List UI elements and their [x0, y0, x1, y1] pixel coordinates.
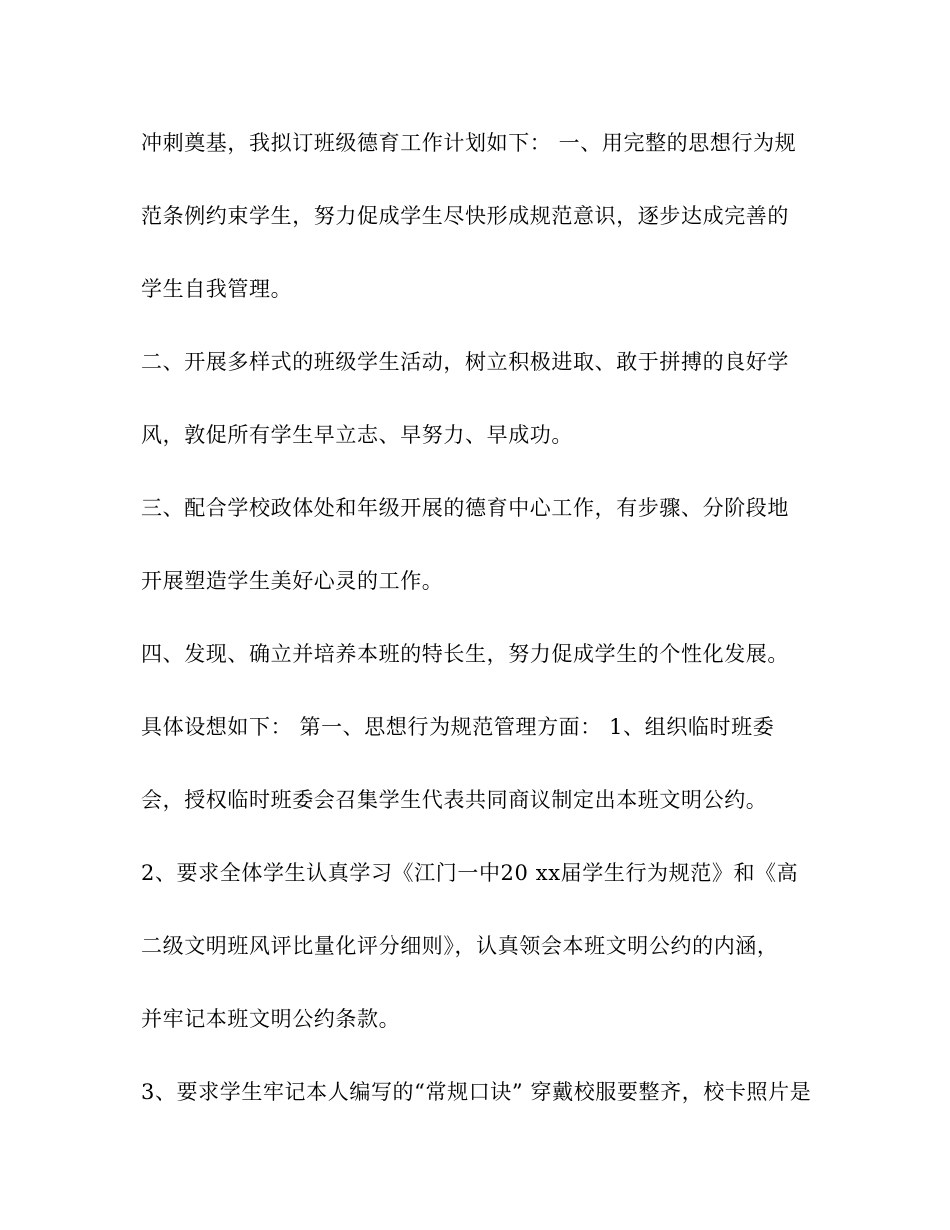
text-line: 学生自我管理。	[141, 277, 293, 301]
text-line: 四、发现、确立并培养本班的特长生，努力促成学生的个性化发展。	[141, 642, 789, 666]
text-line: 风，敦促所有学生早立志、早努力、早成功。	[141, 423, 573, 447]
text-line: 开展塑造学生美好心灵的工作。	[141, 569, 444, 593]
text-line: 二级文明班风评比量化评分细则》，认真领会本班文明公约的内涵，	[141, 934, 779, 958]
text-line: 具体设想如下： 第一、思想行为规范管理方面： 1、组织临时班委	[141, 715, 775, 739]
text-line: 三、配合学校政体处和年级开展的德育中心工作，有步骤、分阶段地	[141, 496, 789, 520]
text-line: 范条例约束学生，努力促成学生尽快形成规范意识，逐步达成完善的	[141, 204, 789, 228]
text-line: 二、开展多样式的班级学生活动，树立积极进取、敢于拼搏的良好学	[141, 350, 789, 374]
text-line: 2、要求全体学生认真学习《江门一中20 xx届学生行为规范》和《高	[141, 861, 799, 885]
text-line: 3、要求学生牢记本人编写的“常规口诀” 穿戴校服要整齐，校卡照片是	[141, 1080, 812, 1104]
text-line: 会，授权临时班委会召集学生代表共同商议制定出本班文明公约。	[141, 788, 768, 812]
text-line: 并牢记本班文明公约条款。	[141, 1007, 401, 1031]
text-line: 冲刺奠基，我拟订班级德育工作计划如下： 一、用完整的思想行为规	[141, 131, 797, 155]
